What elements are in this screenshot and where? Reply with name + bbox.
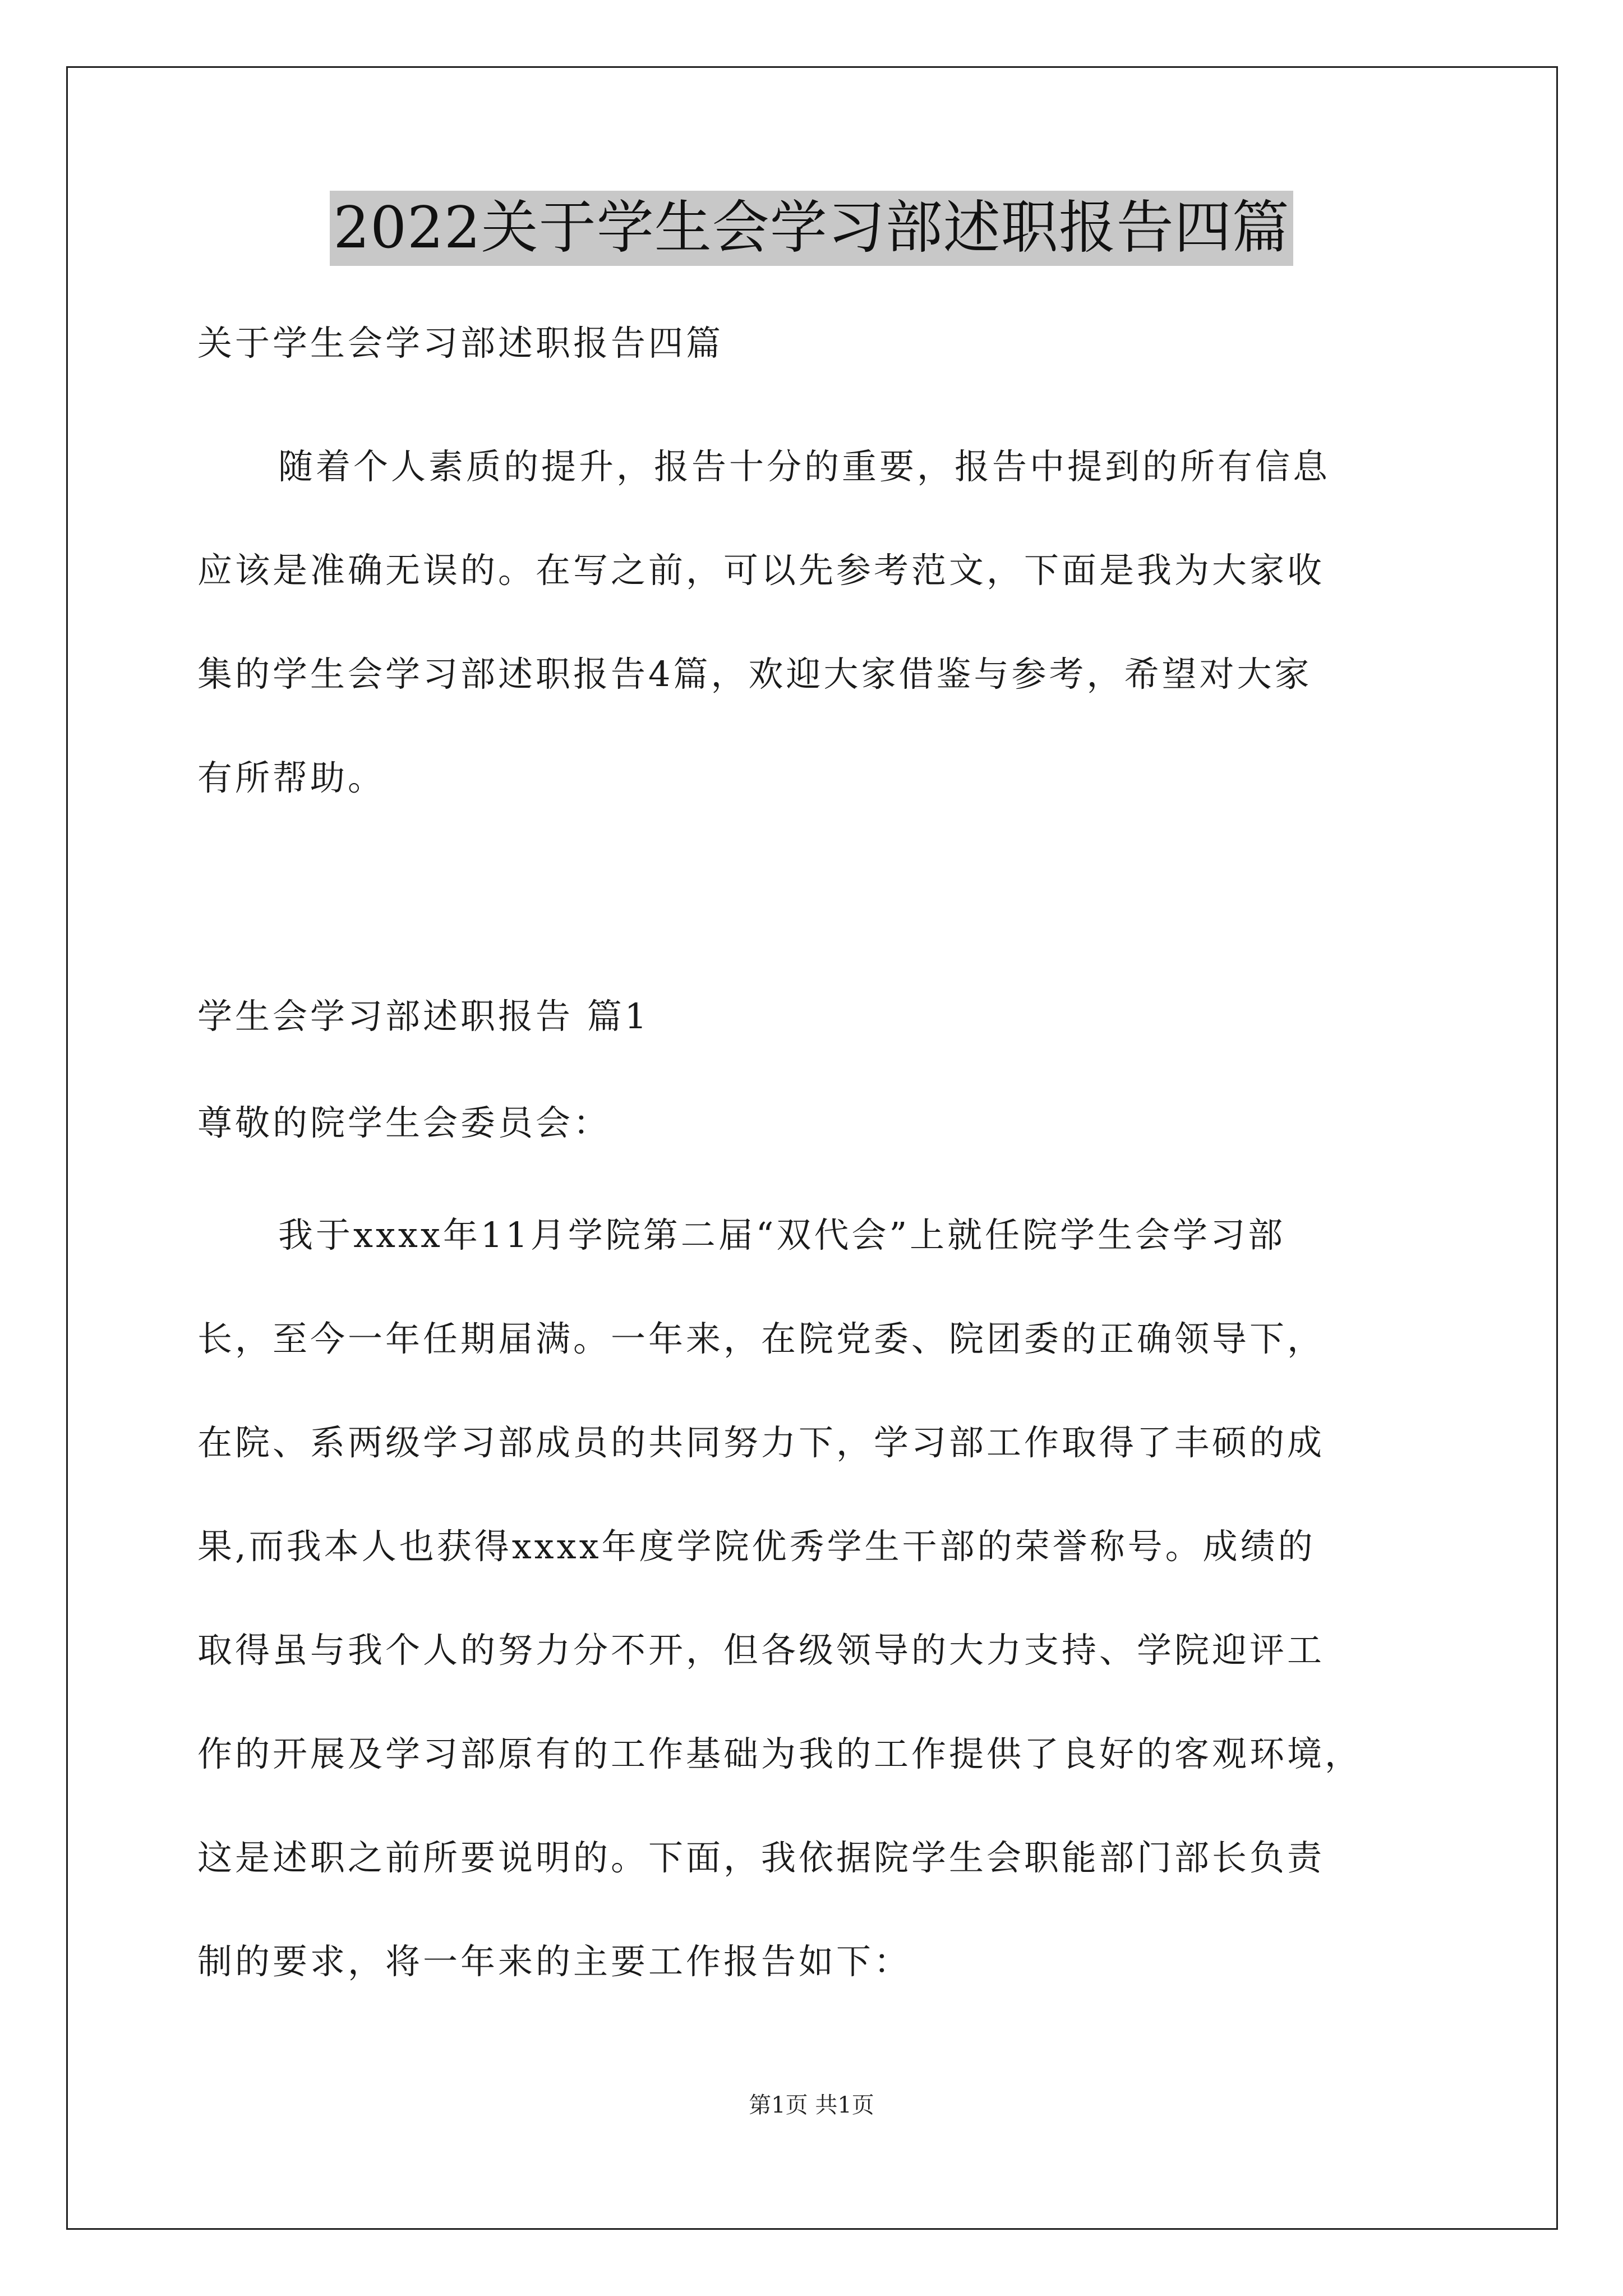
intro-line: 集的学生会学习部述职报告4篇，欢迎大家借鉴与参考，希望对大家 [197,654,1312,694]
body-line: 我于xxxx年11月学院第二届“双代会”上就任院学生会学习部 [278,1214,1286,1255]
section-heading: 学生会学习部述职报告 篇1 [197,996,650,1037]
body-line: 制的要求，将一年来的主要工作报告如下： [197,1941,912,1982]
body-line: 作的开展及学习部原有的工作基础为我的工作提供了良好的客观环境， [197,1733,1363,1774]
document-title: 2022关于学生会学习部述职报告四篇 [330,191,1293,266]
document-subtitle: 关于学生会学习部述职报告四篇 [197,323,724,364]
intro-line: 随着个人素质的提升，报告十分的重要，报告中提到的所有信息 [278,446,1331,487]
body-line: 长，至今一年任期届满。一年来，在院党委、院团委的正确领导下， [197,1318,1325,1359]
body-line: 在院、系两级学习部成员的共同努力下，学习部工作取得了丰硕的成 [197,1422,1325,1463]
page-footer: 第1页 共1页 [749,2092,874,2118]
intro-line: 有所帮助。 [197,757,386,798]
salutation: 尊敬的院学生会委员会： [197,1102,611,1143]
intro-line: 应该是准确无误的。在写之前，可以先参考范文，下面是我为大家收 [197,550,1325,591]
page-border [66,66,1558,2230]
body-line: 果,而我本人也获得xxxx年度学院优秀学生干部的荣誉称号。成绩的 [197,1526,1316,1567]
body-line: 这是述职之前所要说明的。下面，我依据院学生会职能部门部长负责 [197,1837,1325,1878]
body-line: 取得虽与我个人的努力分不开，但各级领导的大力支持、学院迎评工 [197,1630,1325,1671]
title-container [0,191,1623,266]
